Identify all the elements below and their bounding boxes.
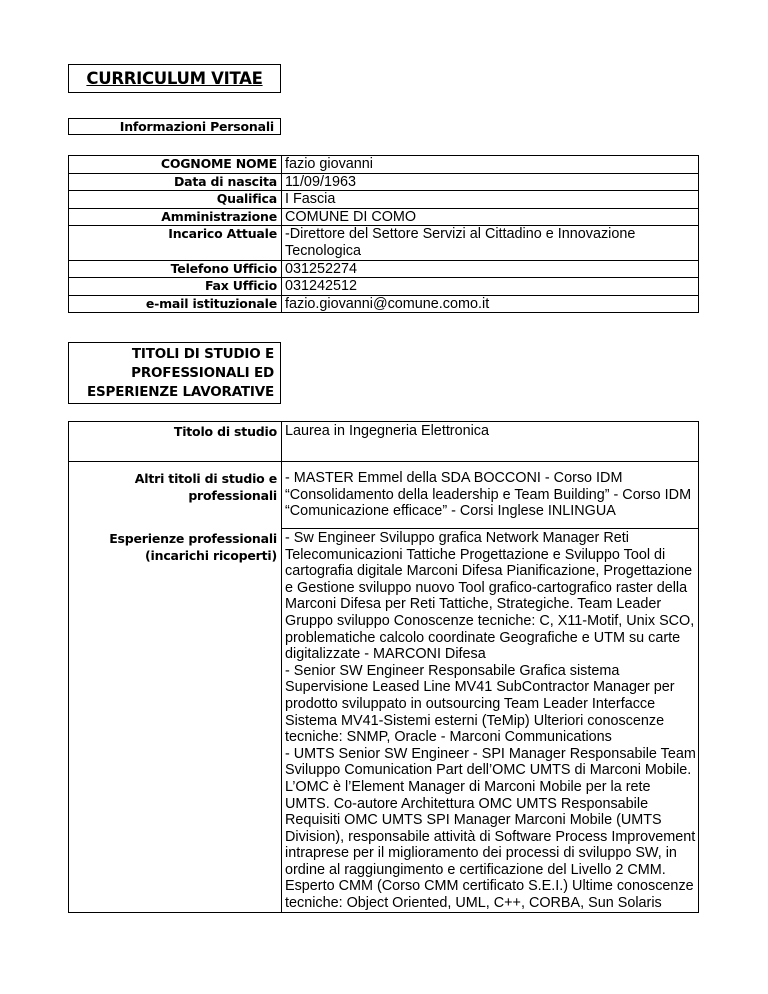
table-row: [69, 462, 699, 529]
titolo-studio-value: Laurea in Ingegneria Elettronica: [282, 422, 699, 462]
section-personal-info: [68, 118, 281, 135]
altri-titoli-label: [69, 462, 282, 529]
field-label: Telefono Ufficio: [69, 260, 282, 278]
table-row: [69, 226, 699, 260]
field-label: e-mail istituzionale: [69, 295, 282, 313]
field-value: COMUNE DI COMO: [282, 208, 699, 226]
field-value: 031242512: [282, 278, 699, 296]
field-label: Qualifica: [69, 191, 282, 209]
esperienze-value: [282, 529, 699, 913]
page-title: CURRICULUM VITAE: [86, 69, 263, 88]
table-row: [69, 208, 699, 226]
section-personal-info-label: Informazioni Personali: [119, 119, 274, 134]
table-row: [69, 260, 699, 278]
field-value: I Fascia: [282, 191, 699, 209]
field-label: Data di nascita: [69, 173, 282, 191]
altri-titoli-label-line1: Altri titoli di studio e: [134, 471, 277, 486]
field-value: -Direttore del Settore Servizi al Cittadino e Innovazione Tecnologica: [282, 226, 699, 260]
personal-info-table: [68, 155, 699, 313]
table-row: [69, 173, 699, 191]
field-label: COGNOME NOME: [69, 156, 282, 174]
esperienza-paragraph: - UMTS Senior SW Engineer - SPI Manager Responsabile Team Sviluppo Comunication Part dell’OMC UMTS di Marconi Mobile. L’OMC è l’Element Manager di Marconi Mobile per la rete UMTS. Co-autore Architettura OMC UMTS Responsabile Requisiti OMC UMTS SPI Manager Marconi Mobile (UMTS Division), responsabile attività di Software Process Improvement intraprese per il miglioramento dei processi di sviluppo SW, in ordine al raggiungimento e certificazione del Livello 2 CMM. Esperto CMM (Corso CMM certificato S.E.I.) Ultime conoscenze tecniche: Object Oriented, UML, C++, CORBA, Sun Solaris: [285, 745, 696, 912]
altri-titoli-label-line2: professionali: [188, 488, 277, 503]
esperienza-paragraph: - Senior SW Engineer Responsabile Grafica sistema Supervisione Leased Line MV41 SubContractor Manager per prodotto sviluppato in outsourcing Team Leader Interfacce Sistema MV41-Sistemi esterni (TeMip) Ulteriori conoscenze tecniche: SNMP, Oracle - Marconi Communications: [285, 662, 675, 746]
table-row: [69, 295, 699, 313]
section-titoli: [68, 342, 281, 404]
studies-experience-table: [68, 421, 699, 913]
email-value: fazio.giovanni@comune.como.it: [282, 295, 699, 313]
field-label: Fax Ufficio: [69, 278, 282, 296]
table-row: [69, 422, 699, 462]
altri-titoli-value: - MASTER Emmel della SDA BOCCONI - Corso IDM “Consolidamento della leadership e Team Building” - Corso IDM “Comunicazione efficace” - Corsi Inglese INLINGUA: [282, 462, 699, 529]
cv-title-box: [68, 64, 281, 93]
field-value: fazio giovanni: [282, 156, 699, 174]
esperienze-label: [69, 529, 282, 913]
table-row: [69, 529, 699, 913]
field-value: 11/09/1963: [282, 173, 699, 191]
section-titoli-label: TITOLI DI STUDIO E PROFESSIONALI ED ESPERIENZE LAVORATIVE: [86, 346, 274, 400]
esperienze-label-line1: Esperienze professionali: [109, 530, 277, 546]
esperienze-label-line2: (incarichi ricoperti): [145, 547, 277, 563]
titolo-studio-label: Titolo di studio: [69, 422, 282, 462]
field-label: Amministrazione: [69, 208, 282, 226]
table-row: [69, 191, 699, 209]
table-row: [69, 278, 699, 296]
field-value: 031252274: [282, 260, 699, 278]
table-row: [69, 156, 699, 174]
field-label: Incarico Attuale: [69, 226, 282, 260]
esperienza-paragraph: - Sw Engineer Sviluppo grafica Network Manager Reti Telecomunicazioni Tattiche Progettazione e Sviluppo Tool di cartografia digitale Marconi Difesa Pianificazione, Progettazione e Gestione sviluppo nuovo Tool grafico-cartografico raster della Marconi Difesa per Reti Tattiche, Strategiche. Team Leader Gruppo sviluppo Conoscenze tecniche: C, X11-Motif, Unix SCO, problematiche calcolo coordinate Geografiche e UTM su carte digitalizzate - MARCONI Difesa: [285, 530, 695, 663]
